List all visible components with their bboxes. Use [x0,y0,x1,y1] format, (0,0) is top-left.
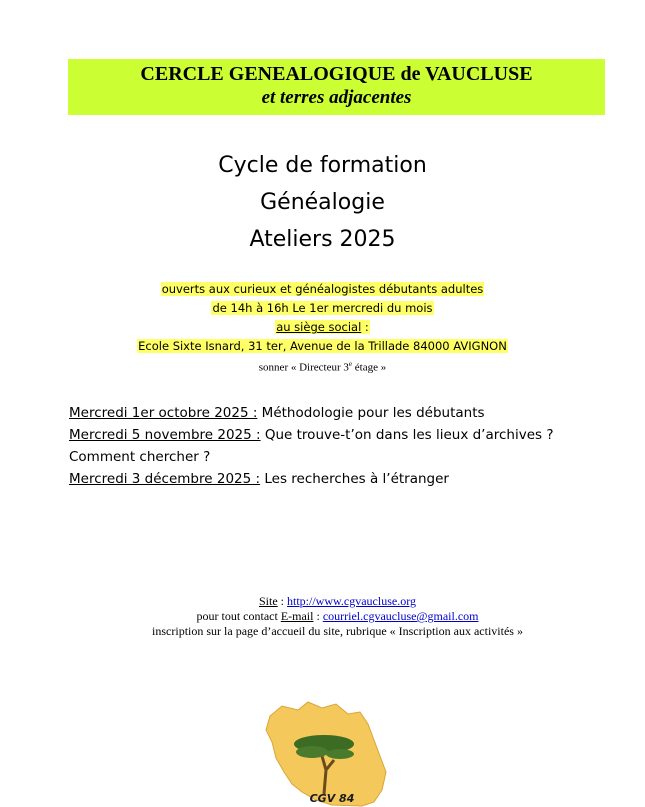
session-date: Mercredi 1er octobre 2025 : [69,405,258,421]
site-link[interactable]: http://www.cgvaucluse.org [287,594,416,608]
location-label: au siège social [276,320,362,334]
site-label: Site [259,594,278,608]
location-colon: : [361,320,369,334]
schedule-row [69,402,609,424]
session-date: Mercredi 5 novembre 2025 : [69,427,261,443]
header-subtitle: et terres adjacentes [261,87,412,108]
cgv84-logo [262,700,388,807]
registration-note: inscription sur la page d’accueil du site, rubrique « Inscription aux activités » [152,624,523,638]
site-line: Site : http://www.cgvaucluse.org [259,594,416,608]
footer [0,594,645,639]
schedule-row [69,446,609,468]
session-topic: Les recherches à l’étranger [260,471,449,487]
header-banner [68,59,605,115]
schedule-list [69,402,609,490]
audience-text: ouverts aux curieux et généalogistes débutants adultes [161,282,484,296]
session-topic: Méthodologie pour les débutants [257,405,485,421]
training-title [0,147,645,258]
session-topic: Que trouve-t’on dans les lieux d’archives ? [260,427,554,443]
ring-note: sonner « Directeur 3e étage » [258,360,387,374]
header-title: CERCLE GENEALOGIQUE de VAUCLUSE [140,63,533,85]
training-title-line-1: Cycle de formation [218,153,427,178]
info-block [0,280,645,376]
address-text: Ecole Sixte Isnard, 31 ter, Avenue de la Trillade 84000 AVIGNON [138,339,507,353]
email-label: E-mail [280,609,314,623]
training-title-line-3: Ateliers 2025 [249,227,396,252]
logo-text: CGV 84 [309,792,355,805]
training-title-line-2: Généalogie [260,190,385,215]
session-topic-continued: Comment chercher ? [69,449,211,465]
session-date: Mercredi 3 décembre 2025 : [69,471,261,487]
contact-line: pour tout contact E-mail : courriel.cgvaucluse@gmail.com [196,609,479,623]
email-link[interactable]: courriel.cgvaucluse@gmail.com [322,609,479,623]
schedule-row [69,468,609,490]
schedule-time-text: de 14h à 16h Le 1er mercredi du mois [212,301,433,315]
schedule-row [69,424,609,446]
